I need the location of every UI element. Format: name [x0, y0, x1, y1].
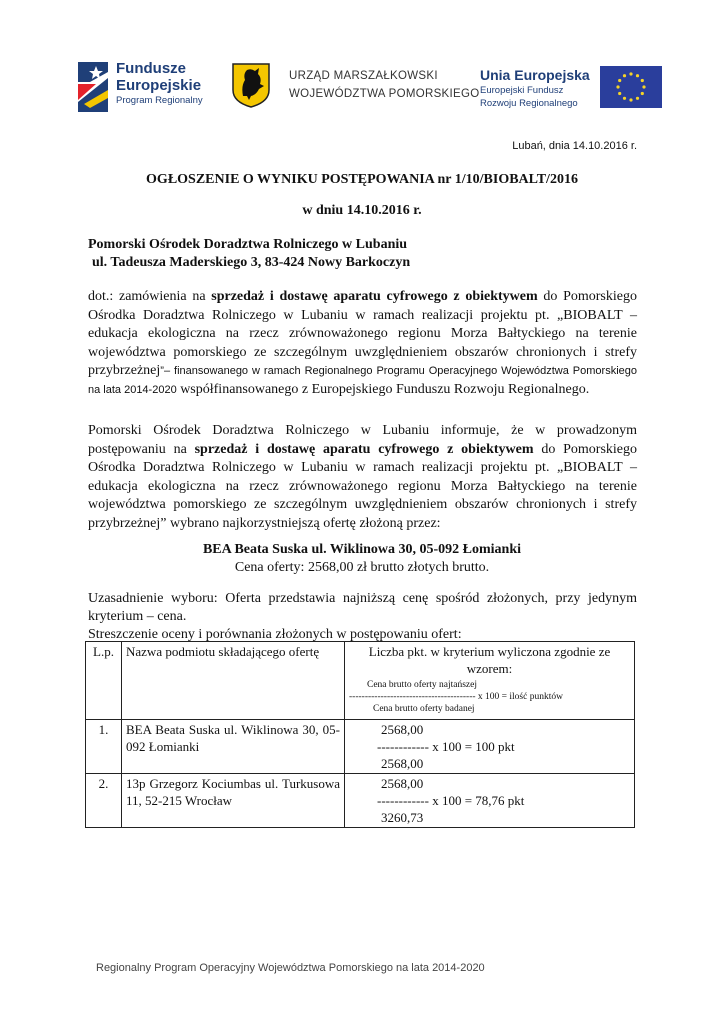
offers-table [85, 641, 635, 828]
ue-logo-line3: Rozwoju Regionalnego [480, 98, 578, 109]
row-lp: 1. [86, 720, 122, 774]
row-numerator: 2568,00 [381, 722, 424, 737]
fundusze-europejskie-logo [76, 60, 203, 114]
header-name: Nazwa podmiotu składającego ofertę [122, 642, 345, 720]
winner-block [0, 541, 724, 577]
organization-address: ul. Tadeusza Maderskiego 3, 83-424 Nowy Barkoczyn [92, 255, 411, 270]
document-subtitle: w dniu 14.10.2016 r. [302, 203, 422, 218]
p2-part-d: ” [160, 515, 167, 531]
p1-subject-bold: sprzedaż i dostawę aparatu cyfrowego z obiektywem [211, 289, 538, 304]
organization-block [88, 236, 410, 272]
ue-logo-line2: Europejski Fundusz [480, 85, 564, 96]
row-calc [345, 774, 635, 828]
table-row [86, 720, 635, 774]
p2-part-a: Pomorski Ośrodek Doradztwa Rolniczego w Lubaniu informuje, że w prowadzonym postępowaniu na [88, 423, 637, 457]
summary-heading: Streszczenie oceny i porównania złożonych w postępowaniu ofert: [88, 627, 462, 642]
fe-logo-line3: Program Regionalny [116, 95, 203, 106]
justification-text: Uzasadnienie wyboru: Oferta przedstawia najniższą cenę spośród złożonych, przy jedynym kryterium – cena. [88, 591, 637, 624]
fundusze-europejskie-icon [76, 60, 110, 114]
um-logo-line2: WOJEWÓDZTWA POMORSKIEGO [289, 88, 480, 100]
row-name: BEA Beata Suska ul. Wiklinowa 30, 05-092 Łomianki [122, 720, 345, 774]
row-calc [345, 720, 635, 774]
row-numerator: 2568,00 [381, 776, 424, 791]
p2-part-e: wybrano najkorzystniejszą ofertę złożoną przez: [166, 515, 441, 531]
organization-name: Pomorski Ośrodek Doradztwa Rolniczego w Lubaniu [88, 237, 408, 252]
row-result: ------------ x 100 = 100 pkt [377, 739, 515, 754]
griffin-crest-icon [231, 62, 271, 108]
p1-part-d: ”– finansowanego w ramach Regionalnego Programu Operacyjnego Województwa Pomorskiego na lata 2014-2020 [88, 365, 637, 396]
header-calc-label: Liczba pkt. w kryterium wyliczona zgodnie ze wzorem: [368, 644, 611, 676]
row-denominator: 3260,73 [381, 810, 424, 825]
formula-denominator: Cena brutto oferty badanej [373, 704, 475, 714]
header-lp: L.p. [86, 642, 122, 720]
p2-part-c: do Pomorskiego Ośrodka Doradztwa Rolniczego w Lubaniu w ramach realizacji projektu pt. „BIOBALT – edukacja ekologiczna na rzecz zrównoważonego regionu Morza Bałtyckiego na terenie województwa pomorskiego ze szczególnym uwzględnieniem obszarów chronionych i strefy przybrzeżnej [88, 441, 638, 531]
row-lp: 2. [86, 774, 122, 828]
fe-logo-line2: Europejskie [116, 77, 202, 94]
p2-subject-bold: sprzedaż i dostawę aparatu cyfrowego z obiektywem [194, 441, 534, 457]
p1-part-e: współfinansowanego z Europejskiego Funduszu Rozwoju Regionalnego. [176, 381, 590, 397]
table-row [86, 774, 635, 828]
row-denominator: 2568,00 [381, 756, 424, 771]
header-calc [345, 642, 635, 720]
header-logos [76, 60, 666, 120]
um-logo-line1: URZĄD MARSZAŁKOWSKI [289, 70, 438, 82]
row-name: 13p Grzegorz Kociumbas ul. Turkusowa 11, 52-215 Wrocław [122, 774, 345, 828]
page-footer: Regionalny Program Operacyjny Województwa Pomorskiego na lata 2014-2020 [96, 962, 485, 974]
document-title: OGŁOSZENIE O WYNIKU POSTĘPOWANIA nr 1/10/BIOBALT/2016 [146, 172, 578, 187]
p1-part-a: dot.: zamówienia na [88, 289, 212, 304]
subject-paragraph [88, 288, 637, 399]
formula-line: ---------------------------------------- x 100 = ilość punktów [349, 692, 563, 702]
formula-numerator: Cena brutto oferty najtańszej [367, 680, 478, 690]
ue-logo-line1: Unia Europejska [480, 67, 590, 83]
document-date: Lubań, dnia 14.10.2016 r. [512, 140, 637, 152]
winner-name: BEA Beata Suska ul. Wiklinowa 30, 05-092 Łomianki [202, 542, 522, 557]
winner-price: Cena oferty: 2568,00 zł brutto złotych brutto. [234, 560, 490, 575]
unia-europejska-logo [480, 66, 662, 110]
urzad-marszalkowski-logo [231, 62, 479, 108]
row-result: ------------ x 100 = 78,76 pkt [377, 793, 525, 808]
table-header-row [86, 642, 635, 720]
result-paragraph [88, 422, 637, 533]
fe-logo-line1: Fundusze [116, 60, 186, 77]
eu-flag-icon [600, 66, 662, 108]
p1-part-c: do Pomorskiego Ośrodka Doradztwa Rolniczego w Lubaniu w ramach realizacji projektu pt. „BIOBALT – edukacja ekologiczna na rzecz zrównoważonego regionu Morza Bałtyckiego na terenie województwa pomorskiego ze szczególnym uwzględnieniem obszarów chronionych i strefy przybrzeżnej [88, 289, 637, 378]
points-formula [349, 679, 630, 715]
